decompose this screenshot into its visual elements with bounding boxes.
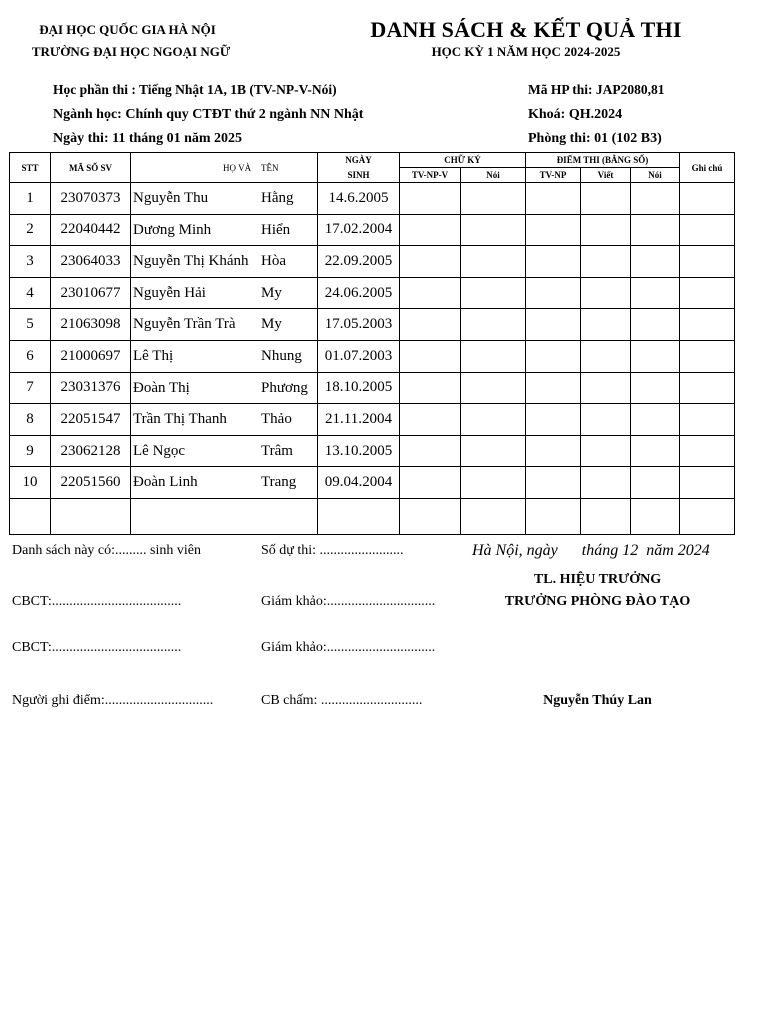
row-score-noi[interactable] <box>631 404 680 436</box>
row-score-noi[interactable] <box>631 183 680 215</box>
row-sig-noi[interactable] <box>461 435 526 467</box>
row-score-viet[interactable] <box>581 309 631 341</box>
row-student-id: 21000697 <box>51 340 131 372</box>
row-note[interactable] <box>680 183 735 215</box>
row-sig-noi[interactable] <box>461 214 526 246</box>
row-first-name: Lê Thị <box>133 347 174 364</box>
row-score-viet[interactable] <box>581 372 631 404</box>
empty-cell <box>131 498 318 534</box>
row-first-name: Đoàn Thị <box>133 379 190 396</box>
header-score: ĐIỂM THI (BẰNG SỐ) <box>526 153 680 168</box>
school-name: TRƯỜNG ĐẠI HỌC NGOẠI NGỮ <box>31 44 231 59</box>
row-last-name: Thảo <box>261 411 292 428</box>
row-student-id: 22051547 <box>51 404 131 436</box>
row-student-id: 23064033 <box>51 246 131 278</box>
row-sig-noi[interactable] <box>461 246 526 278</box>
row-score-noi[interactable] <box>631 214 680 246</box>
row-sig-tvnpv[interactable] <box>400 340 461 372</box>
row-stt: 2 <box>10 214 51 246</box>
table-row <box>10 435 735 467</box>
row-sig-tvnpv[interactable] <box>400 309 461 341</box>
row-dob: 09.04.2004 <box>318 467 400 499</box>
row-score-noi[interactable] <box>631 467 680 499</box>
results-table <box>9 152 735 535</box>
document-title: DANH SÁCH & KẾT QUẢ THI <box>370 17 682 42</box>
header-dob-a: NGÀY <box>318 153 400 168</box>
row-fullname <box>131 404 318 436</box>
attendee-count: Số dự thi: ........................ <box>261 543 404 558</box>
row-student-id: 21063098 <box>51 309 131 341</box>
row-sig-tvnpv[interactable] <box>400 404 461 436</box>
row-score-viet[interactable] <box>581 467 631 499</box>
table-row <box>10 309 735 341</box>
row-dob: 24.06.2005 <box>318 277 400 309</box>
row-score-viet[interactable] <box>581 246 631 278</box>
row-score-tvnp[interactable] <box>526 183 581 215</box>
row-sig-noi[interactable] <box>461 183 526 215</box>
row-stt: 6 <box>10 340 51 372</box>
row-note[interactable] <box>680 467 735 499</box>
row-score-viet[interactable] <box>581 214 631 246</box>
row-note[interactable] <box>680 372 735 404</box>
row-sig-noi[interactable] <box>461 467 526 499</box>
row-score-tvnp[interactable] <box>526 309 581 341</box>
empty-cell <box>51 498 131 534</box>
row-score-tvnp[interactable] <box>526 277 581 309</box>
major-info: Ngành học: Chính quy CTĐT thứ 2 ngành NN Nhật <box>53 107 364 122</box>
header-fullname <box>131 153 318 183</box>
university-name: ĐẠI HỌC QUỐC GIA HÀ NỘI <box>39 22 216 37</box>
row-last-name: My <box>261 316 282 333</box>
row-stt: 1 <box>10 183 51 215</box>
semester-label: HỌC KỲ 1 NĂM HỌC 2024-2025 <box>431 44 621 59</box>
table-row <box>10 467 735 499</box>
row-score-viet[interactable] <box>581 340 631 372</box>
row-score-tvnp[interactable] <box>526 404 581 436</box>
header-sig-tvnpv: TV-NP-V <box>400 168 461 183</box>
empty-cell <box>680 498 735 534</box>
row-score-viet[interactable] <box>581 435 631 467</box>
header-fullname-b: TÊN <box>261 163 279 173</box>
empty-cell <box>581 498 631 534</box>
header-fullname-a: HỌ VÀ <box>223 163 252 173</box>
course-info: Học phần thi : Tiếng Nhật 1A, 1B (TV-NP-V-Nói) <box>53 82 337 97</box>
row-score-tvnp[interactable] <box>526 340 581 372</box>
row-student-id: 23031376 <box>51 372 131 404</box>
training-office-title: TRƯỞNG PHÒNG ĐÀO TẠO <box>504 594 691 609</box>
empty-cell <box>400 498 461 534</box>
row-dob: 13.10.2005 <box>318 435 400 467</box>
table-row <box>10 404 735 436</box>
header-sig-noi: Nói <box>461 168 526 183</box>
row-first-name: Dương Minh <box>133 221 212 238</box>
row-last-name: Trang <box>261 474 297 491</box>
row-score-noi[interactable] <box>631 277 680 309</box>
table-row <box>10 183 735 215</box>
row-score-viet[interactable] <box>581 277 631 309</box>
signer-name: Nguyễn Thúy Lan <box>543 693 652 708</box>
row-dob: 01.07.2003 <box>318 340 400 372</box>
row-sig-tvnpv[interactable] <box>400 214 461 246</box>
course-code: Mã HP thi: JAP2080,81 <box>528 82 665 97</box>
row-dob: 18.10.2005 <box>318 372 400 404</box>
row-fullname <box>131 246 318 278</box>
header-signature: CHỮ KÝ <box>400 153 526 168</box>
row-first-name: Nguyễn Thị Khánh <box>133 253 249 270</box>
row-first-name: Nguyễn Thu <box>133 190 209 206</box>
table-row <box>10 277 735 309</box>
row-note[interactable] <box>680 214 735 246</box>
header-score-noi: Nói <box>631 168 680 183</box>
row-fullname <box>131 183 318 215</box>
row-score-viet[interactable] <box>581 183 631 215</box>
row-last-name: Phương <box>261 379 308 396</box>
row-first-name: Nguyễn Trần Trà <box>133 316 236 333</box>
row-last-name: Trâm <box>261 442 293 459</box>
row-score-noi[interactable] <box>631 372 680 404</box>
row-first-name: Nguyễn Hải <box>133 284 206 301</box>
table-row-empty <box>10 498 735 534</box>
row-student-id: 23062128 <box>51 435 131 467</box>
row-note[interactable] <box>680 435 735 467</box>
row-fullname <box>131 214 318 246</box>
row-score-noi[interactable] <box>631 309 680 341</box>
header-student-id: MÃ SỐ SV <box>51 153 131 183</box>
row-stt: 4 <box>10 277 51 309</box>
principal-title: TL. HIỆU TRƯỞNG <box>533 572 662 587</box>
row-dob: 21.11.2004 <box>318 404 400 436</box>
row-student-id: 22051560 <box>51 467 131 499</box>
row-stt: 7 <box>10 372 51 404</box>
empty-cell <box>461 498 526 534</box>
row-fullname <box>131 467 318 499</box>
row-score-tvnp[interactable] <box>526 372 581 404</box>
row-sig-noi[interactable] <box>461 277 526 309</box>
examiner-line-1: Giám khảo:............................... <box>261 594 436 609</box>
row-sig-tvnpv[interactable] <box>400 435 461 467</box>
row-dob: 14.6.2005 <box>318 183 400 215</box>
row-sig-tvnpv[interactable] <box>400 246 461 278</box>
row-sig-noi[interactable] <box>461 372 526 404</box>
row-last-name: Hòa <box>261 253 286 270</box>
row-stt: 9 <box>10 435 51 467</box>
row-sig-tvnpv[interactable] <box>400 277 461 309</box>
row-last-name: Hằng <box>261 190 294 206</box>
header-dob-b: SINH <box>318 168 400 183</box>
row-last-name: My <box>261 284 282 301</box>
exam-room: Phòng thi: 01 (102 B3) <box>528 131 662 146</box>
table-row <box>10 214 735 246</box>
row-stt: 3 <box>10 246 51 278</box>
row-sig-noi[interactable] <box>461 404 526 436</box>
row-last-name: Nhung <box>261 347 302 364</box>
empty-cell <box>318 498 400 534</box>
row-score-tvnp[interactable] <box>526 467 581 499</box>
row-student-id: 23070373 <box>51 183 131 215</box>
row-fullname <box>131 340 318 372</box>
header-score-tvnp: TV-NP <box>526 168 581 183</box>
cbct-line-1: CBCT:..................................... <box>12 594 182 609</box>
row-note[interactable] <box>680 277 735 309</box>
student-count: Danh sách này có:......... sinh viên <box>12 543 201 558</box>
row-dob: 22.09.2005 <box>318 246 400 278</box>
row-score-viet[interactable] <box>581 404 631 436</box>
table-row <box>10 340 735 372</box>
header-note: Ghi chú <box>680 153 735 183</box>
row-note[interactable] <box>680 404 735 436</box>
row-fullname <box>131 277 318 309</box>
examiner-line-2: Giám khảo:............................... <box>261 640 436 655</box>
header-score-viet: Viết <box>581 168 631 183</box>
table-row <box>10 372 735 404</box>
empty-cell <box>526 498 581 534</box>
row-sig-tvnpv[interactable] <box>400 372 461 404</box>
row-first-name: Đoàn Linh <box>133 474 198 491</box>
row-sig-tvnpv[interactable] <box>400 183 461 215</box>
cohort-info: Khoá: QH.2024 <box>528 107 623 122</box>
row-stt: 10 <box>10 467 51 499</box>
place-date: Hà Nội, ngày tháng 12 năm 2024 <box>472 542 710 559</box>
row-score-noi[interactable] <box>631 246 680 278</box>
row-score-tvnp[interactable] <box>526 214 581 246</box>
table-row <box>10 246 735 278</box>
empty-cell <box>10 498 51 534</box>
row-fullname <box>131 435 318 467</box>
grader-line: CB chấm: ............................. <box>261 693 423 708</box>
row-stt: 8 <box>10 404 51 436</box>
row-student-id: 22040442 <box>51 214 131 246</box>
row-fullname <box>131 309 318 341</box>
row-dob: 17.02.2004 <box>318 214 400 246</box>
row-note[interactable] <box>680 309 735 341</box>
row-note[interactable] <box>680 246 735 278</box>
row-score-noi[interactable] <box>631 435 680 467</box>
empty-cell <box>631 498 680 534</box>
row-sig-noi[interactable] <box>461 309 526 341</box>
row-sig-noi[interactable] <box>461 340 526 372</box>
row-score-tvnp[interactable] <box>526 246 581 278</box>
row-student-id: 23010677 <box>51 277 131 309</box>
row-dob: 17.05.2003 <box>318 309 400 341</box>
exam-date: Ngày thi: 11 tháng 01 năm 2025 <box>53 131 243 146</box>
recorder-line: Người ghi điểm:............................... <box>12 693 214 708</box>
row-note[interactable] <box>680 340 735 372</box>
row-score-tvnp[interactable] <box>526 435 581 467</box>
row-last-name: Hiển <box>261 221 291 238</box>
row-score-noi[interactable] <box>631 340 680 372</box>
cbct-line-2: CBCT:..................................... <box>12 640 182 655</box>
row-stt: 5 <box>10 309 51 341</box>
row-sig-tvnpv[interactable] <box>400 467 461 499</box>
row-fullname <box>131 372 318 404</box>
row-first-name: Trần Thị Thanh <box>133 411 227 428</box>
header-stt: STT <box>10 153 51 183</box>
row-first-name: Lê Ngọc <box>133 442 186 459</box>
results-table-body <box>10 183 735 535</box>
